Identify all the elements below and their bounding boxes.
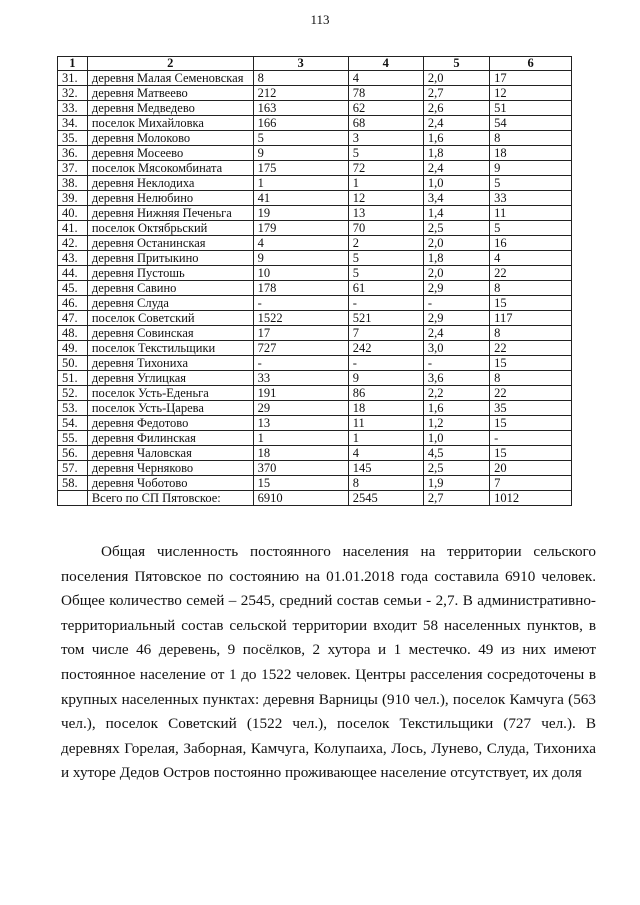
table-cell: 1,2: [423, 416, 489, 431]
table-cell: 61: [348, 281, 423, 296]
table-cell: -: [423, 356, 489, 371]
table-cell: 54.: [58, 416, 88, 431]
table-cell: деревня Пустошь: [87, 266, 253, 281]
table-cell: 2,5: [423, 221, 489, 236]
table-cell: 5: [348, 251, 423, 266]
table-cell: 166: [253, 116, 348, 131]
table-row: [58, 206, 572, 221]
table-row: [58, 296, 572, 311]
table-cell: 22: [490, 386, 572, 401]
column-header: 2: [87, 57, 253, 71]
table-cell: 2,0: [423, 266, 489, 281]
table-cell: 2,9: [423, 281, 489, 296]
table-cell: 521: [348, 311, 423, 326]
table-cell: деревня Чоботово: [87, 476, 253, 491]
table-row: [58, 476, 572, 491]
table-body: [58, 71, 572, 506]
table-cell: 72: [348, 161, 423, 176]
table-row: [58, 251, 572, 266]
table-cell: 1,0: [423, 431, 489, 446]
column-header: 5: [423, 57, 489, 71]
table-cell: 35: [490, 401, 572, 416]
table-cell: 1,6: [423, 131, 489, 146]
table-row: [58, 401, 572, 416]
table-cell: 51: [490, 101, 572, 116]
table-cell: 36.: [58, 146, 88, 161]
table-cell: 49.: [58, 341, 88, 356]
table-cell: 4,5: [423, 446, 489, 461]
table-cell: 13: [253, 416, 348, 431]
table-cell: 38.: [58, 176, 88, 191]
table-cell: 1522: [253, 311, 348, 326]
table-row: [58, 131, 572, 146]
column-header: 6: [490, 57, 572, 71]
table-cell: 47.: [58, 311, 88, 326]
table-cell: 2,9: [423, 311, 489, 326]
body-paragraph: [61, 540, 596, 786]
table-cell: 44.: [58, 266, 88, 281]
table-cell: 6910: [253, 491, 348, 506]
table-cell: 5: [253, 131, 348, 146]
table-cell: 78: [348, 86, 423, 101]
table-cell: 22: [490, 341, 572, 356]
table-cell: 1,6: [423, 401, 489, 416]
table-cell: 3,4: [423, 191, 489, 206]
table-cell: -: [253, 356, 348, 371]
table-cell: 18: [253, 446, 348, 461]
table-cell: 2,4: [423, 326, 489, 341]
table-row: [58, 281, 572, 296]
table-row: [58, 101, 572, 116]
table-cell: 3,6: [423, 371, 489, 386]
page-number: 113: [310, 12, 330, 27]
table-cell: 8: [253, 71, 348, 86]
table-row: [58, 266, 572, 281]
table-cell: 11: [490, 206, 572, 221]
table-cell: 32.: [58, 86, 88, 101]
table-cell: 52.: [58, 386, 88, 401]
table-row: [58, 86, 572, 101]
table-cell: 10: [253, 266, 348, 281]
table-cell: 40.: [58, 206, 88, 221]
table-header-row: [58, 57, 572, 71]
table-cell: 5: [490, 221, 572, 236]
table-cell: деревня Молоково: [87, 131, 253, 146]
table-cell: 8: [490, 326, 572, 341]
table-cell: деревня Останинская: [87, 236, 253, 251]
table-cell: -: [348, 296, 423, 311]
table-cell: 1012: [490, 491, 572, 506]
table-cell: 4: [253, 236, 348, 251]
table-cell: 51.: [58, 371, 88, 386]
table-row: [58, 326, 572, 341]
table-cell: 18: [490, 146, 572, 161]
table-row: [58, 386, 572, 401]
table-cell: Всего по СП Пятовское:: [87, 491, 253, 506]
table-cell: 41: [253, 191, 348, 206]
table-cell: 727: [253, 341, 348, 356]
table-cell: 5: [490, 176, 572, 191]
table-cell: 370: [253, 461, 348, 476]
table-cell: поселок Текстильщики: [87, 341, 253, 356]
table-cell: 5: [348, 266, 423, 281]
table-cell: 1: [253, 431, 348, 446]
table-cell: деревня Слуда: [87, 296, 253, 311]
table-cell: 1,4: [423, 206, 489, 221]
table-cell: поселок Мясокомбината: [87, 161, 253, 176]
table-row: [58, 191, 572, 206]
table-cell: 3,0: [423, 341, 489, 356]
table-cell: 2,7: [423, 86, 489, 101]
table-cell: 2,7: [423, 491, 489, 506]
table-cell: 37.: [58, 161, 88, 176]
table-cell: 242: [348, 341, 423, 356]
column-header: 4: [348, 57, 423, 71]
table-cell: 1,0: [423, 176, 489, 191]
table-cell: 86: [348, 386, 423, 401]
table-cell: 45.: [58, 281, 88, 296]
table-cell: 55.: [58, 431, 88, 446]
table-cell: 46.: [58, 296, 88, 311]
table-row: [58, 356, 572, 371]
table-cell: 33: [253, 371, 348, 386]
table-cell: 57.: [58, 461, 88, 476]
table-cell: 1: [253, 176, 348, 191]
table-row: [58, 371, 572, 386]
table-cell: 58.: [58, 476, 88, 491]
table-cell: 17: [253, 326, 348, 341]
table-cell: 17: [490, 71, 572, 86]
table-cell: 56.: [58, 446, 88, 461]
table-cell: -: [253, 296, 348, 311]
table-cell: 191: [253, 386, 348, 401]
table-cell: 117: [490, 311, 572, 326]
table-cell: 2,0: [423, 236, 489, 251]
table-cell: 13: [348, 206, 423, 221]
table-cell: 48.: [58, 326, 88, 341]
table-cell: 178: [253, 281, 348, 296]
table-cell: 2,6: [423, 101, 489, 116]
table-cell: деревня Мосеево: [87, 146, 253, 161]
table-cell: деревня Притыкино: [87, 251, 253, 266]
table-cell: 5: [348, 146, 423, 161]
table-cell: 8: [490, 371, 572, 386]
table-cell: 68: [348, 116, 423, 131]
table-cell: поселок Усть-Царева: [87, 401, 253, 416]
table-cell: 41.: [58, 221, 88, 236]
table-cell: 33.: [58, 101, 88, 116]
table-cell: 15: [490, 356, 572, 371]
table-cell: поселок Октябрьский: [87, 221, 253, 236]
table-cell: деревня Матвеево: [87, 86, 253, 101]
table-cell: 2,0: [423, 71, 489, 86]
table-cell: 29: [253, 401, 348, 416]
table-cell: 8: [490, 281, 572, 296]
table-row: [58, 236, 572, 251]
table-row: [58, 116, 572, 131]
table-cell: 15: [490, 296, 572, 311]
table-cell: 31.: [58, 71, 88, 86]
table-cell: 70: [348, 221, 423, 236]
table-cell: 22: [490, 266, 572, 281]
paragraph-text: Общая численность постоянного населения на территории сельского поселения Пятовское по состоянию на 01.01.2018 года составила 6910 человек. Общее количество семей – 2545, средний состав семьи - 2,7. В административно-территориальный состав сельской территории входит 58 населенных пунктов, в том числе 46 деревень, 9 посёлков, 2 хутора и 1 местечко. 49 из них имеют постоянное население от 1 до 1522 человек. Центры расселения сосредоточены в крупных населенных пунктах: деревня Варницы (910 чел.), поселок Камчуга (563 чел.), поселок Советский (1522 чел.), поселок Текстильщики (727 чел.). В деревнях Горелая, Заборная, Камчуга, Колупаиха, Лось, Лунево, Слуда, Тихониха и хуторе Дедов Остров постоянно проживающее население отсутствует, их доля: [61, 543, 596, 782]
table-row: [58, 161, 572, 176]
table-cell: -: [423, 296, 489, 311]
table-cell: деревня Малая Семеновская: [87, 71, 253, 86]
table-cell: 9: [253, 251, 348, 266]
table-cell: 2,2: [423, 386, 489, 401]
population-table: [57, 56, 572, 506]
table-cell: 2,5: [423, 461, 489, 476]
table-row: [58, 221, 572, 236]
table-cell: 8: [348, 476, 423, 491]
table-cell: 4: [490, 251, 572, 266]
table-cell: деревня Савино: [87, 281, 253, 296]
table-cell: 163: [253, 101, 348, 116]
table-cell: 1: [348, 176, 423, 191]
table-cell: деревня Медведево: [87, 101, 253, 116]
table-cell: поселок Михайловка: [87, 116, 253, 131]
table-cell: 1,9: [423, 476, 489, 491]
table-cell: 175: [253, 161, 348, 176]
table-cell: 1,8: [423, 251, 489, 266]
table-cell: деревня Неклодиха: [87, 176, 253, 191]
table-cell: 212: [253, 86, 348, 101]
table-cell: 7: [490, 476, 572, 491]
table-cell: 8: [490, 131, 572, 146]
table-row: [58, 341, 572, 356]
table-cell: поселок Усть-Еденьга: [87, 386, 253, 401]
table-cell: 9: [348, 371, 423, 386]
table-cell: 4: [348, 71, 423, 86]
table-cell: 39.: [58, 191, 88, 206]
table-cell: деревня Федотово: [87, 416, 253, 431]
table-cell: деревня Тихониха: [87, 356, 253, 371]
table-row: [58, 176, 572, 191]
table-total-row: [58, 491, 572, 506]
table-cell: 50.: [58, 356, 88, 371]
table-cell: 34.: [58, 116, 88, 131]
table-row: [58, 311, 572, 326]
table-row: [58, 461, 572, 476]
table-cell: 62: [348, 101, 423, 116]
table-cell: 35.: [58, 131, 88, 146]
table-cell: 15: [490, 446, 572, 461]
table-cell: 15: [253, 476, 348, 491]
column-header: 3: [253, 57, 348, 71]
table-cell: деревня Чаловская: [87, 446, 253, 461]
table-cell: -: [348, 356, 423, 371]
table-cell: 54: [490, 116, 572, 131]
table-cell: 19: [253, 206, 348, 221]
table-cell: 179: [253, 221, 348, 236]
table-cell: деревня Филинская: [87, 431, 253, 446]
table-cell: 1,8: [423, 146, 489, 161]
table-row: [58, 446, 572, 461]
table-row: [58, 146, 572, 161]
table-row: [58, 416, 572, 431]
column-header: 1: [58, 57, 88, 71]
table-cell: [58, 491, 88, 506]
table-cell: 12: [348, 191, 423, 206]
table-cell: 18: [348, 401, 423, 416]
table-cell: 2,4: [423, 116, 489, 131]
table-cell: 42.: [58, 236, 88, 251]
table-cell: 20: [490, 461, 572, 476]
table-cell: 9: [490, 161, 572, 176]
table-cell: 16: [490, 236, 572, 251]
table-cell: 15: [490, 416, 572, 431]
table-cell: 11: [348, 416, 423, 431]
table-cell: 12: [490, 86, 572, 101]
table-row: [58, 431, 572, 446]
table-cell: 3: [348, 131, 423, 146]
table-cell: поселок Советский: [87, 311, 253, 326]
table-cell: 4: [348, 446, 423, 461]
table-cell: деревня Нелюбино: [87, 191, 253, 206]
table-cell: -: [490, 431, 572, 446]
table-cell: 2,4: [423, 161, 489, 176]
table-cell: деревня Нижняя Печеньга: [87, 206, 253, 221]
table-cell: 33: [490, 191, 572, 206]
table-cell: деревня Черняково: [87, 461, 253, 476]
table-cell: 7: [348, 326, 423, 341]
table-row: [58, 71, 572, 86]
table-cell: деревня Совинская: [87, 326, 253, 341]
table-cell: 1: [348, 431, 423, 446]
table-cell: 2: [348, 236, 423, 251]
table-cell: 43.: [58, 251, 88, 266]
table-cell: 53.: [58, 401, 88, 416]
table-cell: 9: [253, 146, 348, 161]
table-cell: 145: [348, 461, 423, 476]
table-cell: 2545: [348, 491, 423, 506]
table-cell: деревня Углицкая: [87, 371, 253, 386]
